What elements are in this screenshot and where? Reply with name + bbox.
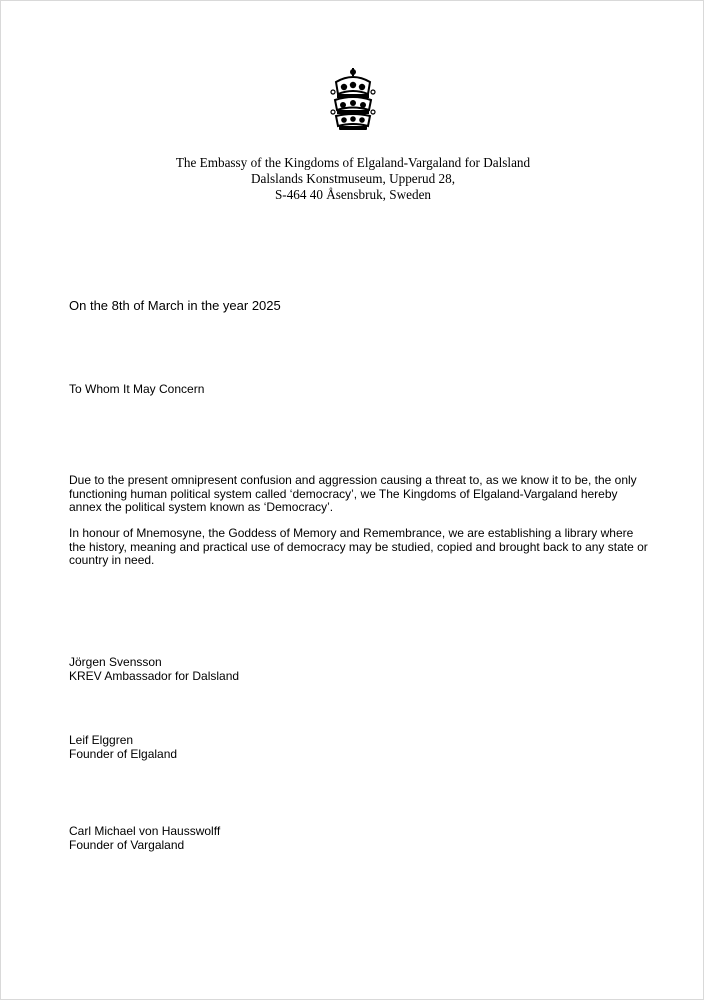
letter-date: On the 8th of March in the year 2025 — [69, 298, 281, 313]
letterhead-organization: The Embassy of the Kingdoms of Elgaland-Vargaland for Dalsland — [175, 155, 531, 170]
signatory-title: Founder of Elgaland — [69, 746, 178, 761]
signatory-name: Carl Michael von Hausswolff — [69, 824, 221, 838]
signatory-name: Jörgen Svensson — [69, 655, 162, 669]
signatory-title: KREV Ambassador for Dalsland — [69, 668, 240, 683]
crown-crest-icon — [330, 68, 376, 132]
body-paragraph: In honour of Mnemosyne, the Goddess of Memory and Remembrance, we are establishing a library where the history, meaning and practical use of democracy may be studied, copied and brought back to any state or country in need. — [69, 526, 648, 568]
letterhead-address-line2: S-464 40 Åsensbruk, Sweden — [274, 187, 432, 202]
signatory-name: Leif Elggren — [69, 733, 134, 747]
signature-block — [69, 734, 649, 761]
signatory-title: Founder of Vargaland — [69, 837, 185, 852]
salutation: To Whom It May Concern — [69, 382, 205, 396]
body-paragraph: Due to the present omnipresent confusion and aggression causing a threat to, as we know it to be, the only functioning human political system called ‘democracy’, we The Kingdoms of Elgaland-Vargaland hereby annex the political system known as ‘Democracy’. — [69, 473, 637, 515]
signature-block — [69, 656, 649, 683]
signature-block — [69, 825, 649, 852]
letterhead-address-line1: Dalslands Konstmuseum, Upperud 28, — [250, 171, 456, 186]
letterhead — [1, 155, 704, 203]
